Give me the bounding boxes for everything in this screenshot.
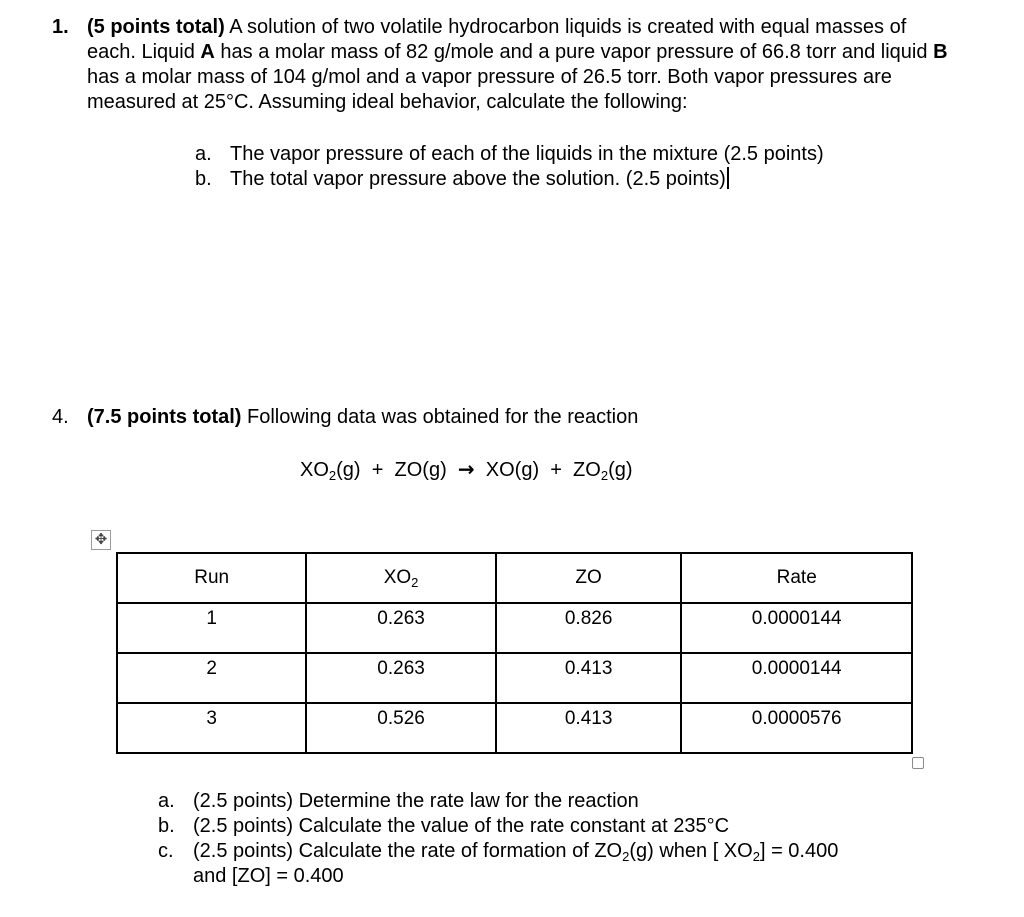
q1-sub-a-label: a. (195, 143, 212, 165)
q4-part-c-continued: and [ZO] = 0.400 (193, 865, 344, 887)
table-row (117, 703, 912, 753)
reactant-xo2-state: (g) (336, 459, 361, 481)
move-handle-icon[interactable]: ✥ (91, 530, 111, 550)
liquid-a: A (200, 41, 215, 63)
q1-sub-a (195, 142, 824, 167)
q4-part-c-sub1: 2 (622, 849, 630, 864)
q4-part-c-text3: ] = 0.400 (759, 840, 839, 862)
cell-xo2: 0.263 (306, 653, 496, 703)
q4-part-b-label: b. (158, 815, 175, 837)
cell-rate: 0.0000144 (681, 603, 912, 653)
cell-run: 1 (117, 603, 306, 653)
q1-sub-a-text: The vapor pressure of each of the liquids in the mixture (2.5 points) (230, 143, 824, 165)
cell-zo: 0.413 (496, 653, 682, 703)
reaction-arrow-icon: → (457, 457, 475, 481)
q1-sub-b (195, 167, 729, 192)
header-xo2 (306, 553, 496, 603)
q4-part-c (158, 839, 838, 864)
cell-rate: 0.0000144 (681, 653, 912, 703)
q1-sub-b-label: b. (195, 168, 212, 190)
table-header-row (117, 553, 912, 603)
text-cursor (727, 167, 729, 189)
q4-part-b-text: (2.5 points) Calculate the value of the rate constant at 235°C (193, 815, 730, 837)
resize-handle-icon[interactable] (912, 757, 924, 769)
header-rate: Rate (681, 553, 912, 603)
q4-number: 4. (52, 406, 69, 428)
q4-part-c-text2: (g) when [ XO (629, 840, 753, 862)
header-run: Run (117, 553, 306, 603)
q4-part-a-text: (2.5 points) Determine the rate law for the reaction (193, 790, 639, 812)
plus-sign: + (550, 459, 562, 481)
product-zo2-formula: ZO (573, 459, 601, 481)
liquid-b: B (933, 41, 948, 63)
q1-text-part2: has a molar mass of 82 g/mole and a pure vapor pressure of 66.8 torr and liquid (214, 41, 934, 63)
reactant-xo2-subscript: 2 (328, 468, 337, 483)
product-zo2 (573, 459, 632, 481)
q1-text-part3: has a molar mass of 104 g/mol and a vapor pressure of 26.5 torr. Both vapor pressures are measured at 25°C. Assuming ideal behavior, calculate the following: (87, 66, 892, 113)
reactant-zo: ZO(g) (394, 459, 447, 481)
product-zo2-state: (g) (608, 459, 633, 481)
table-row (117, 653, 912, 703)
q1-points: (5 points total) (87, 16, 225, 38)
q4-part-c-label: c. (158, 840, 174, 862)
q4-points: (7.5 points total) (87, 406, 242, 428)
q4-parts (158, 789, 838, 889)
reactant-xo2 (300, 459, 361, 481)
q4-intro: Following data was obtained for the reaction (241, 406, 639, 428)
plus-sign: + (371, 459, 384, 481)
q1-text (87, 15, 957, 115)
header-xo2-subscript: 2 (411, 575, 419, 590)
cell-zo: 0.413 (496, 703, 682, 753)
q4-part-c-text1: (2.5 points) Calculate the rate of formation of ZO (193, 840, 623, 862)
cell-xo2: 0.526 (306, 703, 496, 753)
cell-run: 2 (117, 653, 306, 703)
q4-part-a (158, 789, 838, 814)
q4-part-b (158, 814, 838, 839)
q4-text (87, 405, 638, 430)
reactant-xo2-formula: XO (300, 459, 329, 481)
q1-sub-b-text: The total vapor pressure above the solution. (2.5 points) (230, 168, 726, 190)
q4-part-a-label: a. (158, 790, 175, 812)
header-zo: ZO (496, 553, 682, 603)
product-xo: XO(g) (485, 459, 540, 481)
q4-part-c-sub2: 2 (752, 849, 760, 864)
cell-zo: 0.826 (496, 603, 682, 653)
q1-number: 1. (52, 16, 69, 38)
product-zo2-subscript: 2 (600, 468, 609, 483)
cell-run: 3 (117, 703, 306, 753)
table-row (117, 603, 912, 653)
q1-text-part1: A solution of two volatile hydrocarbon liquids is created with equal masses of each. Liquid (87, 16, 907, 63)
cell-rate: 0.0000576 (681, 703, 912, 753)
cell-xo2: 0.263 (306, 603, 496, 653)
reaction-equation (300, 457, 633, 483)
header-xo2-formula: XO (383, 567, 412, 588)
rate-data-table (116, 552, 913, 754)
